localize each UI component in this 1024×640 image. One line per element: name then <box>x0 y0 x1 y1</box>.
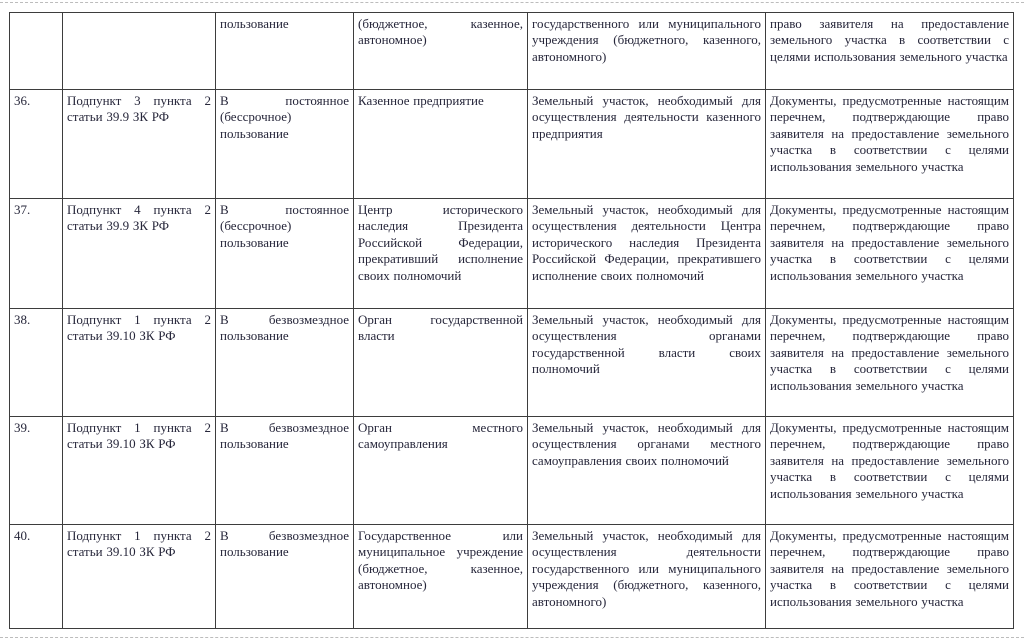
cell-right-type: В постоянное (бессрочное) пользование <box>216 199 354 309</box>
cell-right-type: В безвозмездное пользование <box>216 309 354 417</box>
table-row <box>10 13 1014 90</box>
cell-num: 36. <box>10 90 63 199</box>
cell-land-plot: Земельный участок, необходимый для осуществления органами местного самоуправления своих полномочий <box>528 417 766 525</box>
cell-documents: Документы, предусмотренные настоящим перечнем, подтверждающие право заявителя на предоставление земельного участка в соответствии с целями использования земельного участка <box>766 199 1014 309</box>
cell-documents: Документы, предусмотренные настоящим перечнем, подтверждающие право заявителя на предоставление земельного участка в соответствии с целями использования земельного участка <box>766 525 1014 629</box>
cell-basis <box>63 13 216 90</box>
cell-land-plot: Земельный участок, необходимый для осуществления деятельности государственного или муниципального учреждения (бюджетного, казенного, автономного) <box>528 525 766 629</box>
cell-basis: Подпункт 1 пункта 2 статьи 39.10 ЗК РФ <box>63 525 216 629</box>
cell-right-type: пользование <box>216 13 354 90</box>
cell-right-type: В безвозмездное пользование <box>216 525 354 629</box>
cell-num: 40. <box>10 525 63 629</box>
cell-right-type: В безвозмездное пользование <box>216 417 354 525</box>
cell-num: 39. <box>10 417 63 525</box>
cell-num: 38. <box>10 309 63 417</box>
cell-applicant: Государственное или муниципальное учреждение (бюджетное, казенное, автономное) <box>354 525 528 629</box>
cell-basis: Подпункт 1 пункта 2 статьи 39.10 ЗК РФ <box>63 417 216 525</box>
cell-land-plot: Земельный участок, необходимый для осуществления деятельности Центра исторического наследия Президента Российской Федерации, прекратившего исполнение своих полномочий <box>528 199 766 309</box>
cell-documents: Документы, предусмотренные настоящим перечнем, подтверждающие право заявителя на предоставление земельного участка в соответствии с целями использования земельного участка <box>766 417 1014 525</box>
cell-applicant: Центр исторического наследия Президента Российской Федерации, прекративший исполнение своих полномочий <box>354 199 528 309</box>
cell-basis: Подпункт 3 пункта 2 статьи 39.9 ЗК РФ <box>63 90 216 199</box>
cell-land-plot: Земельный участок, необходимый для осуществления органами государственной власти своих полномочий <box>528 309 766 417</box>
cell-num: 37. <box>10 199 63 309</box>
table-row <box>10 417 1014 525</box>
table-row <box>10 309 1014 417</box>
cell-basis: Подпункт 4 пункта 2 статьи 39.9 ЗК РФ <box>63 199 216 309</box>
land-code-table <box>9 12 1014 629</box>
cell-applicant: Орган местного самоуправления <box>354 417 528 525</box>
page-break-line-bottom <box>0 637 1024 638</box>
cell-applicant: Казенное предприятие <box>354 90 528 199</box>
cell-land-plot: Земельный участок, необходимый для осуществления деятельности казенного предприятия <box>528 90 766 199</box>
cell-land-plot: государственного или муниципального учреждения (бюджетного, казенного, автономного) <box>528 13 766 90</box>
table-row <box>10 525 1014 629</box>
cell-applicant: (бюджетное, казенное, автономное) <box>354 13 528 90</box>
page-break-line-top <box>0 2 1024 3</box>
cell-num <box>10 13 63 90</box>
table-row <box>10 90 1014 199</box>
cell-documents: Документы, предусмотренные настоящим перечнем, подтверждающие право заявителя на предоставление земельного участка в соответствии с целями использования земельного участка <box>766 309 1014 417</box>
cell-right-type: В постоянное (бессрочное) пользование <box>216 90 354 199</box>
cell-basis: Подпункт 1 пункта 2 статьи 39.10 ЗК РФ <box>63 309 216 417</box>
table-body <box>10 13 1014 629</box>
cell-applicant: Орган государственной власти <box>354 309 528 417</box>
table-row <box>10 199 1014 309</box>
cell-documents: Документы, предусмотренные настоящим перечнем, подтверждающие право заявителя на предоставление земельного участка в соответствии с целями использования земельного участка <box>766 90 1014 199</box>
cell-documents: право заявителя на предоставление земельного участка в соответствии с целями использования земельного участка <box>766 13 1014 90</box>
